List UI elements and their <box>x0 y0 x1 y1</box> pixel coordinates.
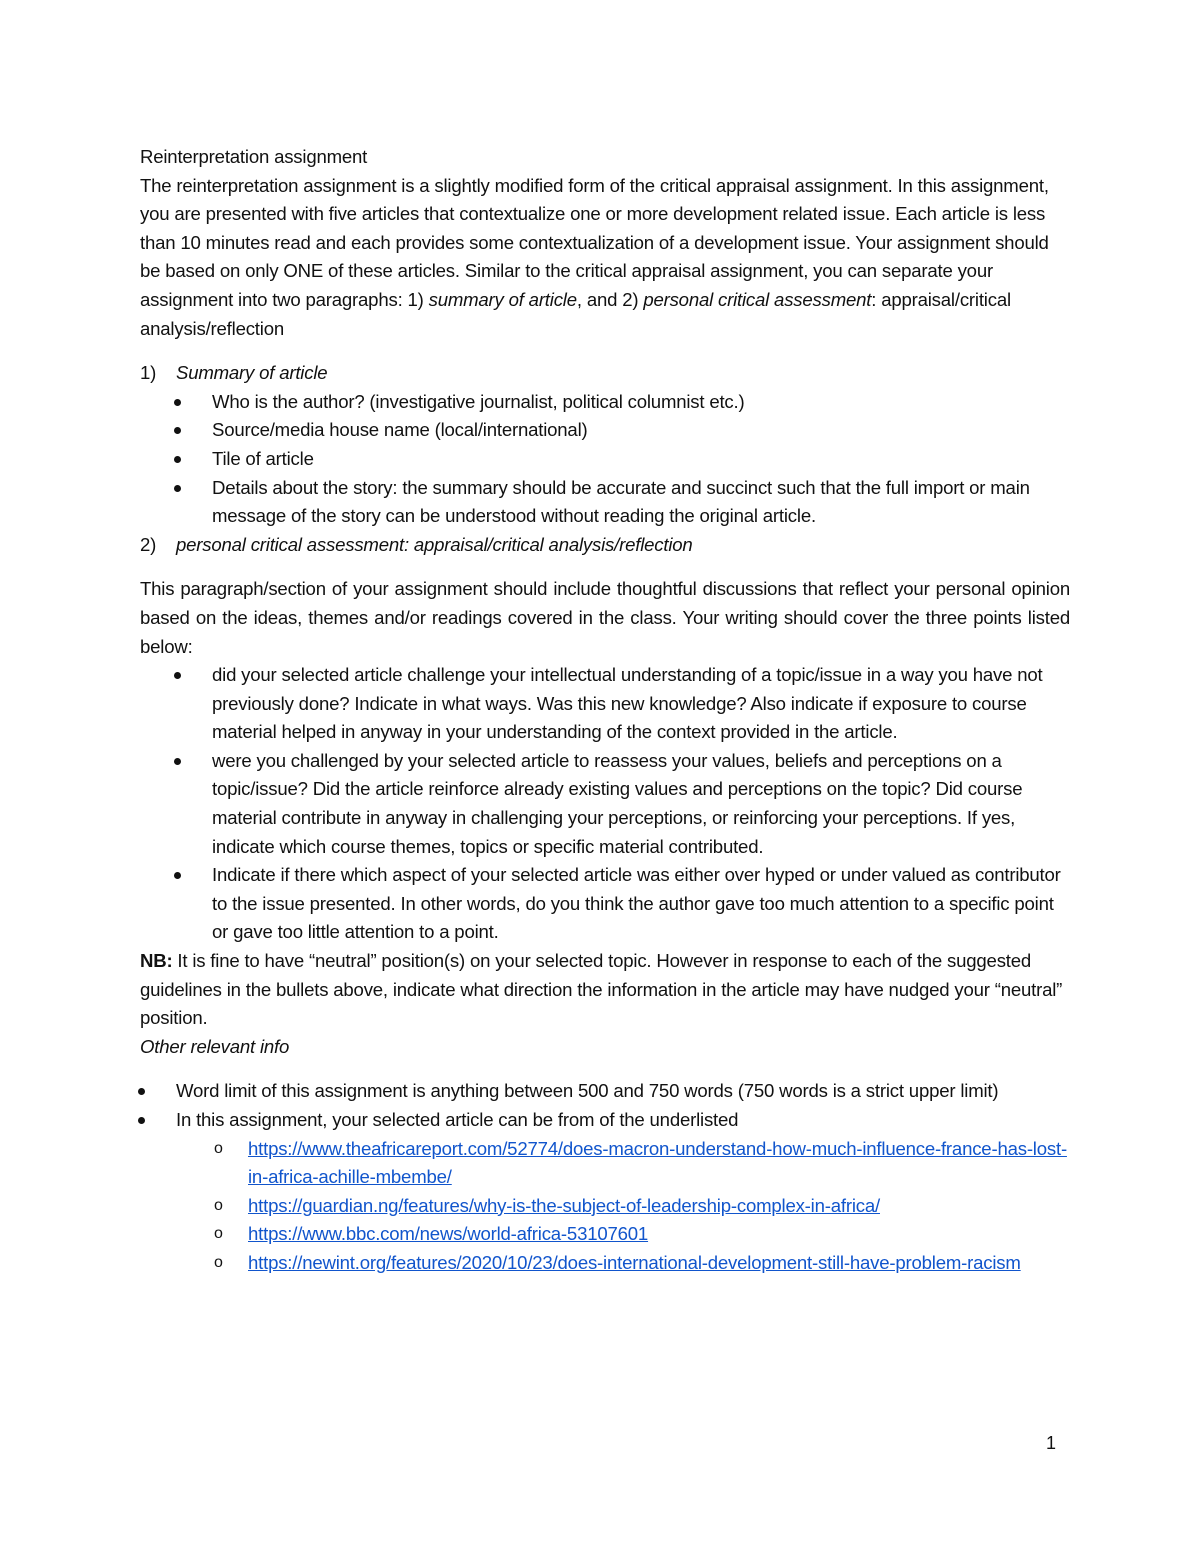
list-item: Who is the author? (investigative journalist, political columnist etc.) <box>212 388 1070 417</box>
article-link-3[interactable]: https://www.bbc.com/news/world-africa-53107601 <box>248 1223 649 1245</box>
bullet-icon <box>138 1117 145 1124</box>
list-item: Indicate if there which aspect of your selected article was either over hyped or under valued as contributor to the issue presented. In other words, do you think the author gave too much attention to a specific point or gave too little attention to a point. <box>212 861 1070 947</box>
circle-bullet-icon: o <box>214 1225 223 1243</box>
bullet-icon <box>174 672 181 679</box>
list-item <box>214 1220 1070 1249</box>
list-item: did your selected article challenge your intellectual understanding of a topic/issue in a way you have not previously done? Indicate in what ways. Was this new knowledge? Also indicate if exposure to course material helped in anyway in your understanding of the context provided in the article. <box>212 661 1070 747</box>
document-page <box>140 143 1070 1278</box>
list-item: Tile of article <box>212 445 1070 474</box>
list-item: In this assignment, your selected article can be from of the underlisted <box>176 1106 1070 1135</box>
bullet-icon <box>174 758 181 765</box>
list-item <box>214 1192 1070 1221</box>
section2-bullets <box>140 661 1070 947</box>
list-item: Word limit of this assignment is anything between 500 and 750 words (750 words is a strict upper limit) <box>176 1077 1070 1106</box>
nb-paragraph: NB: It is fine to have “neutral” position(s) on your selected topic. However in response to each of the suggested guidelines in the bullets above, indicate what direction the information in the article may have nudged your “neutral” position. <box>140 950 1063 1029</box>
bullet-icon <box>174 872 181 879</box>
other-info-bullets <box>140 1077 1070 1134</box>
circle-bullet-icon: o <box>214 1139 223 1157</box>
other-info-heading: Other relevant info <box>140 1035 290 1057</box>
article-link-1[interactable]: https://www.theafricareport.com/52774/does-macron-understand-how-much-influence-france-has-lost-in-africa-achille-mbembe/ <box>248 1137 1067 1188</box>
article-link-2[interactable]: https://guardian.ng/features/why-is-the-subject-of-leadership-complex-in-africa/ <box>248 1194 880 1216</box>
bullet-icon <box>174 456 181 463</box>
circle-bullet-icon: o <box>214 1253 223 1271</box>
section1-heading: 1) Summary of article <box>140 362 328 384</box>
list-item <box>214 1249 1070 1278</box>
list-item <box>214 1135 1070 1192</box>
section2-paragraph: This paragraph/section of your assignment should include thoughtful discussions that reflect your personal opinion based on the ideas, themes and/or readings covered in the class. Your writing should cover the three points listed below: <box>140 578 1070 657</box>
bullet-icon <box>174 427 181 434</box>
page-number: 1 <box>1045 1433 1056 1453</box>
bullet-icon <box>174 399 181 406</box>
section2-heading: 2) personal critical assessment: appraisal/critical analysis/reflection <box>140 533 693 555</box>
list-item: were you challenged by your selected article to reassess your values, beliefs and perceptions on a topic/issue? Did the article reinforce already existing values and perceptions on the topic? Did course material contribute in anyway in challenging your perceptions, or reinforcing your perceptions. If yes, indicate which course themes, topics or specific material contributed. <box>212 747 1070 861</box>
article-link-4[interactable]: https://newint.org/features/2020/10/23/does-international-development-still-have-problem-racism <box>248 1251 1021 1273</box>
article-links <box>140 1135 1070 1278</box>
bullet-icon <box>138 1088 145 1095</box>
intro-paragraph: The reinterpretation assignment is a slightly modified form of the critical appraisal assignment. In this assignment, you are presented with five articles that contextualize one or more development related issue. Each article is less than 10 minutes read and each provides some contextualization of a development issue. Your assignment should be based on only ONE of these articles. Similar to the critical appraisal assignment, you can separate your assignment into two paragraphs: 1) summary of article, and 2) personal critical assessment: appraisal/critical analysis/reflection <box>140 174 1049 339</box>
list-item: Details about the story: the summary should be accurate and succinct such that the full import or main message of the story can be understood without reading the original article. <box>212 474 1070 531</box>
section1-bullets <box>140 388 1070 531</box>
circle-bullet-icon: o <box>214 1196 223 1214</box>
list-item: Source/media house name (local/international) <box>212 416 1070 445</box>
bullet-icon <box>174 485 181 492</box>
document-title: Reinterpretation assignment <box>140 146 368 167</box>
